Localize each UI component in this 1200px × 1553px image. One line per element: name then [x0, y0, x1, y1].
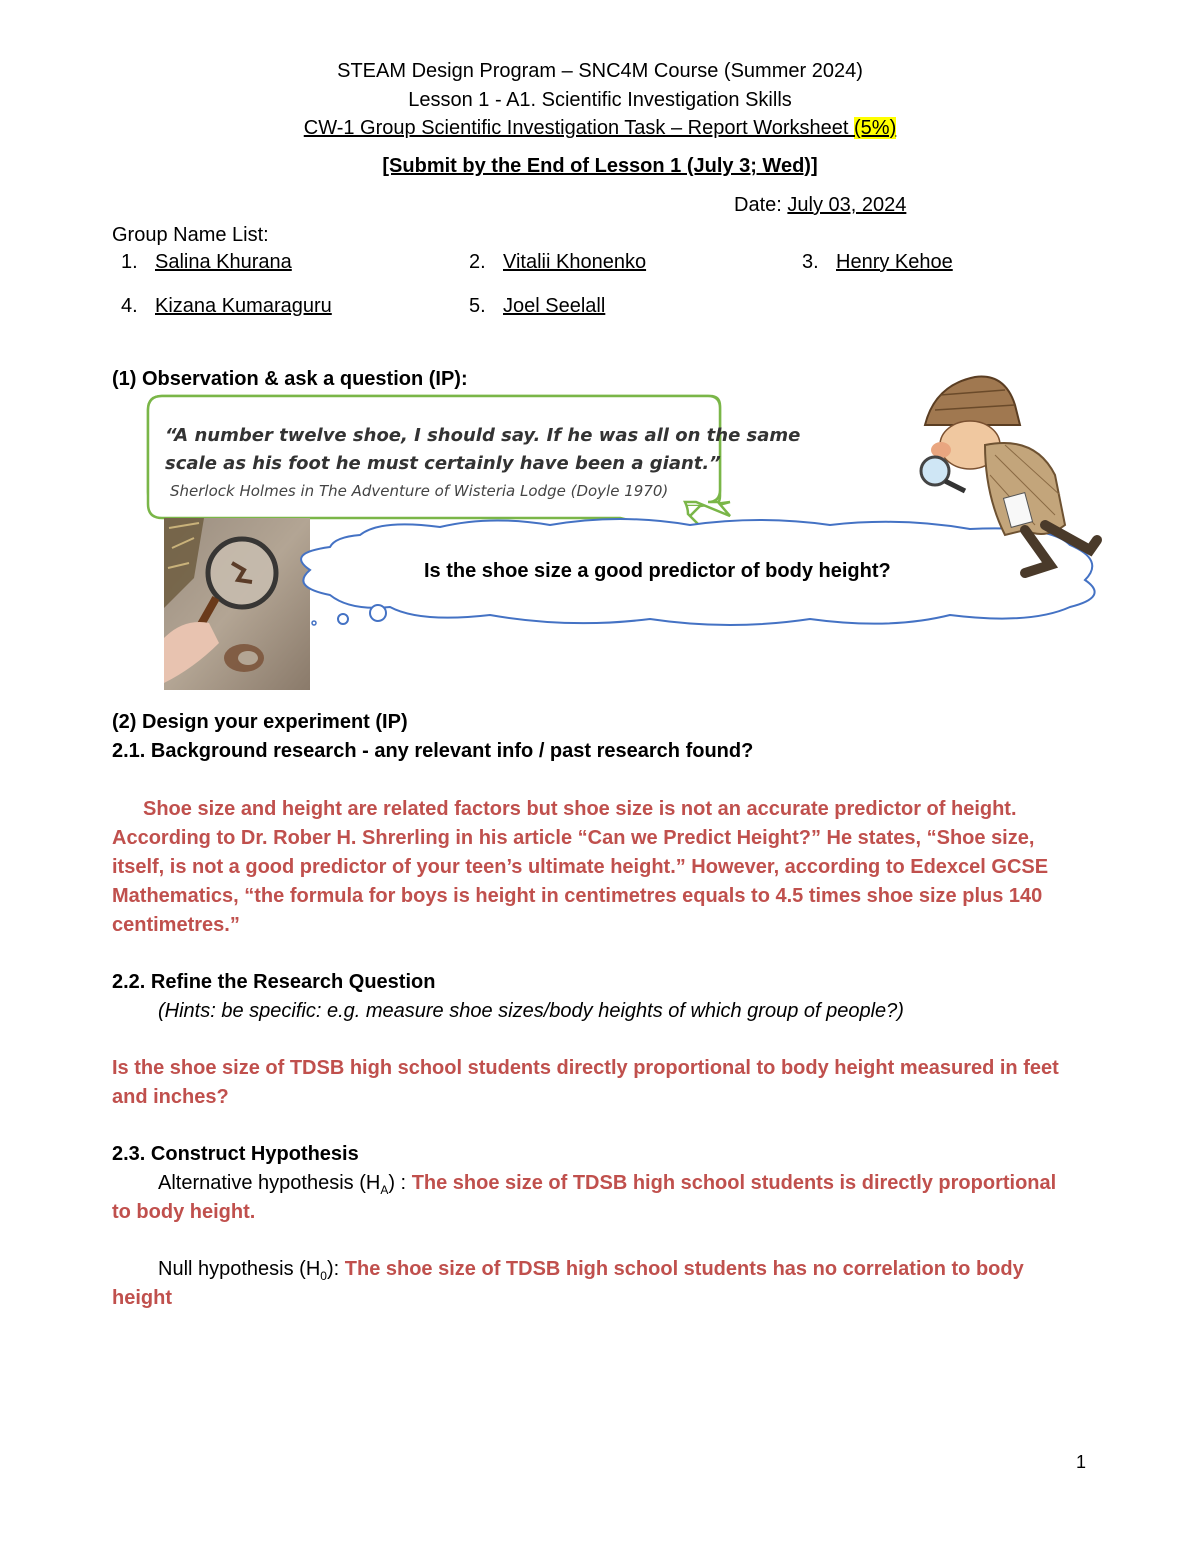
header-line-1: STEAM Design Program – SNC4M Course (Summer 2024) — [337, 60, 863, 82]
date-label: Date: — [734, 194, 782, 216]
task-title: CW-1 Group Scientific Investigation Task – Report Worksheet — [303, 117, 854, 139]
quote-source: Sherlock Holmes in The Adventure of Wisteria Lodge (Doyle 1970) — [170, 482, 669, 500]
member-name: Kizana Kumaraguru — [155, 295, 332, 317]
background-answer-line-4: Mathematics, “the formula for boys is height in centimetres equals to 4.5 times shoe size plus 140 — [112, 885, 1043, 907]
null-hypothesis-answer: The shoe size of TDSB high school students has no correlation to body — [344, 1258, 1024, 1280]
background-research-heading: 2.1. Background research - any relevant info / past research found? — [112, 740, 754, 762]
page-number: 1 — [1076, 1452, 1087, 1472]
null-hypothesis: Null hypothesis $(H_0)$: The shoe size of TDSB high school students has no correlation to body — [158, 1258, 1024, 1283]
section-2-heading: (2) Design your experiment (IP) — [112, 711, 408, 733]
submission-deadline: [Submit by the End of Lesson 1 (July 3; Wed)] — [382, 155, 818, 177]
alt-hypothesis-answer-cont: to body height. — [112, 1201, 256, 1223]
alt-hypothesis-answer: The shoe size of TDSB high school students is directly proportional — [411, 1172, 1057, 1194]
date-value: July 03, 2024 — [787, 194, 907, 216]
background-answer-line-1: Shoe size and height are related factors but shoe size is not an accurate predictor of height. — [143, 798, 1017, 820]
refined-question-line-1: Is the shoe size of TDSB high school students directly proportional to body height measured in feet — [112, 1057, 1059, 1079]
alternative-hypothesis: Alternative hypothesis $(H_A)$ : The shoe size of TDSB high school students is directly proportional — [158, 1172, 1057, 1197]
null-hypothesis-label: Null hypothesis (H — [158, 1258, 321, 1280]
date-row — [734, 191, 906, 220]
null-hypothesis-answer-cont: height — [112, 1287, 172, 1309]
member-3: 3. Henry Kehoe — [802, 251, 953, 273]
background-answer-line-3: itself, is not a good predictor of your teen’s ultimate height.” However, according to Edexcel GCSE — [112, 856, 1049, 878]
member-4: 4. Kizana Kumaraguru — [121, 295, 332, 317]
task-weight: (5%) — [854, 117, 897, 139]
section-1-heading: (1) Observation & ask a question (IP): — [112, 368, 468, 390]
refined-question-line-2: and inches? — [112, 1086, 229, 1108]
member-2: 2. Vitalii Khonenko — [469, 251, 647, 273]
member-name: Henry Kehoe — [836, 251, 953, 273]
header-line-3 — [0, 117, 1200, 140]
research-question-bubble: Is the shoe size a good predictor of body height? — [424, 560, 891, 582]
refine-question-heading: 2.2. Refine the Research Question — [112, 971, 436, 993]
background-answer-line-2: According to Dr. Rober H. Shrerling in his article “Can we Predict Height?” He states, “Shoe size, — [112, 827, 1035, 849]
quote-line-1: “A number twelve shoe, I should say. If he was all on the same — [165, 425, 801, 446]
alt-hypothesis-label: Alternative hypothesis (H — [158, 1172, 381, 1194]
quote-line-2: scale as his foot he must certainly have been a giant.” — [165, 453, 721, 474]
member-1: 1. Salina Khurana — [121, 251, 292, 273]
detective-illustration — [915, 365, 1105, 580]
header-line-2: Lesson 1 - A1. Scientific Investigation Skills — [408, 89, 792, 111]
member-name: Joel Seelall — [503, 295, 606, 317]
hypothesis-heading: 2.3. Construct Hypothesis — [112, 1143, 359, 1165]
refine-question-hint: (Hints: be specific: e.g. measure shoe sizes/body heights of which group of people?) — [158, 1000, 904, 1022]
background-answer-line-5: centimetres.” — [112, 914, 240, 936]
group-list-label: Group Name List: — [112, 224, 269, 246]
member-name: Vitalii Khonenko — [503, 251, 647, 273]
member-5: 5. Joel Seelall — [469, 295, 606, 317]
footprint-magnifier-photo — [164, 518, 310, 690]
member-name: Salina Khurana — [155, 251, 292, 273]
